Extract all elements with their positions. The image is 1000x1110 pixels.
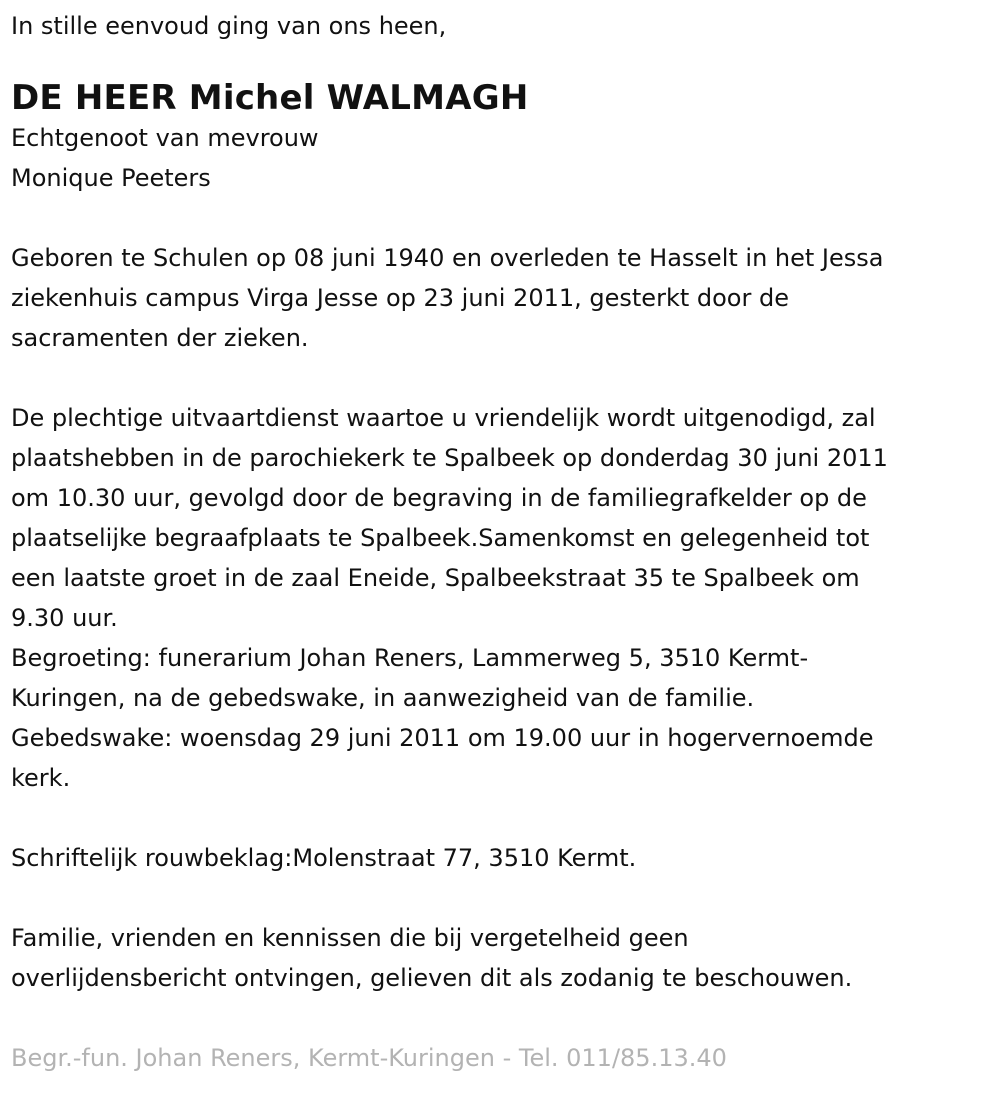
funeral-home-footer: Begr.-fun. Johan Reners, Kermt-Kuringen - Tel. 011/85.13.40 — [11, 1044, 727, 1072]
paragraph-line: ziekenhuis campus Virga Jesse op 23 juni 2011, gesterkt door de — [11, 284, 789, 312]
paragraph-line: Geboren te Schulen op 08 juni 1940 en overleden te Hasselt in het Jessa — [11, 244, 884, 272]
spouse-line: Echtgenoot van mevrouw — [11, 124, 319, 152]
paragraph-line: plaatselijke begraafplaats te Spalbeek.Samenkomst en gelegenheid tot — [11, 524, 870, 552]
paragraph-line: Begroeting: funerarium Johan Reners, Lammerweg 5, 3510 Kermt- — [11, 644, 809, 672]
intro-text: In stille eenvoud ging van ons heen, — [11, 12, 447, 40]
paragraph-line: om 10.30 uur, gevolgd door de begraving in de familiegrafkelder op de — [11, 484, 867, 512]
paragraph-line: De plechtige uitvaartdienst waartoe u vriendelijk wordt uitgenodigd, zal — [11, 404, 876, 432]
paragraph-line: een laatste groet in de zaal Eneide, Spalbeekstraat 35 te Spalbeek om — [11, 564, 860, 592]
funeral-paragraph — [11, 398, 989, 798]
spouse-line: Monique Peeters — [11, 164, 211, 192]
spacer — [11, 358, 989, 398]
paragraph-line: Familie, vrienden en kennissen die bij vergetelheid geen — [11, 924, 689, 952]
paragraph-line: Gebedswake: woensdag 29 juni 2011 om 19.00 uur in hogervernoemde — [11, 724, 874, 752]
deceased-name: DE HEER Michel WALMAGH — [11, 78, 529, 118]
spacer — [11, 878, 989, 918]
notice-paragraph — [11, 918, 989, 998]
paragraph-line: kerk. — [11, 764, 71, 792]
paragraph-line: plaatshebben in de parochiekerk te Spalbeek op donderdag 30 juni 2011 — [11, 444, 888, 472]
spacer — [11, 798, 989, 838]
paragraph-line: overlijdensbericht ontvingen, gelieven dit als zodanig te beschouwen. — [11, 964, 853, 992]
paragraph-line: 9.30 uur. — [11, 604, 118, 632]
paragraph-line: sacramenten der zieken. — [11, 324, 309, 352]
spacer — [11, 998, 989, 1038]
spouse-block — [11, 118, 989, 198]
birth-death-paragraph — [11, 238, 989, 358]
paragraph-line: Kuringen, na de gebedswake, in aanwezigheid van de familie. — [11, 684, 755, 712]
spacer — [11, 198, 989, 238]
condolence-address: Schriftelijk rouwbeklag:Molenstraat 77, 3510 Kermt. — [11, 844, 637, 872]
